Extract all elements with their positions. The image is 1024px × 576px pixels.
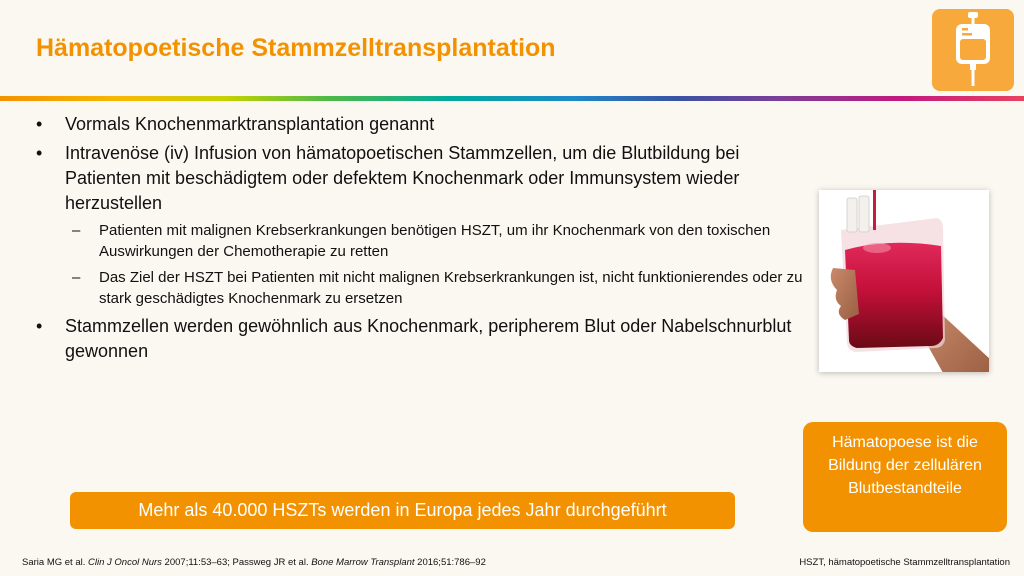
bullet-item — [36, 314, 816, 364]
reference-text: 2007;11:53–63; Passweg JR et al. — [161, 557, 312, 568]
bullet-text: Intravenöse (iv) Infusion von hämatopoetischen Stammzellen, um die Blutbildung bei Patienten mit beschädigtem oder defektem Knochenmark oder Immunsystem wieder herzustellen — [65, 143, 740, 213]
definition-box: Hämatopoese ist die Bildung der zellulären Blutbestandteile — [803, 422, 1007, 532]
bullet-item — [36, 112, 816, 137]
bullet-text: Stammzellen werden gewöhnlich aus Knochenmark, peripherem Blut oder Nabelschnurblut gewonnen — [65, 316, 792, 361]
bullet-text: Vormals Knochenmarktransplantation genannt — [65, 114, 435, 134]
blood-bag-photo — [819, 190, 989, 372]
abbreviation-footnote: HSZT, hämatopoetische Stammzelltransplantation — [799, 557, 1010, 568]
iv-bag-icon — [932, 9, 1014, 91]
reference-text: 2016;51:786–92 — [414, 557, 486, 568]
reference-journal: Bone Marrow Transplant — [311, 557, 415, 568]
sub-bullet-text: Patienten mit malignen Krebserkrankungen benötigen HSZT, um ihr Knochenmark von den toxischen Auswirkungen der Chemotherapie zu retten — [99, 222, 771, 260]
reference-text: Saria MG et al. — [22, 557, 88, 568]
bullet-list — [36, 112, 816, 368]
bullet-item — [36, 141, 816, 309]
sub-bullet-item — [65, 220, 816, 262]
stats-callout: Mehr als 40.000 HSZTs werden in Europa jedes Jahr durchgeführt — [70, 492, 735, 529]
reference-journal: Clin J Oncol Nurs — [88, 557, 162, 568]
slide-title: Hämatopoetische Stammzelltransplantation — [36, 34, 556, 62]
sub-bullet-item — [65, 267, 816, 309]
rainbow-divider — [0, 96, 1024, 101]
sub-bullet-text: Das Ziel der HSZT bei Patienten mit nicht malignen Krebserkrankungen ist, nicht funktionierendes oder zu stark geschädigtes Knochenmark zu ersetzen — [99, 269, 803, 307]
references — [22, 557, 486, 568]
